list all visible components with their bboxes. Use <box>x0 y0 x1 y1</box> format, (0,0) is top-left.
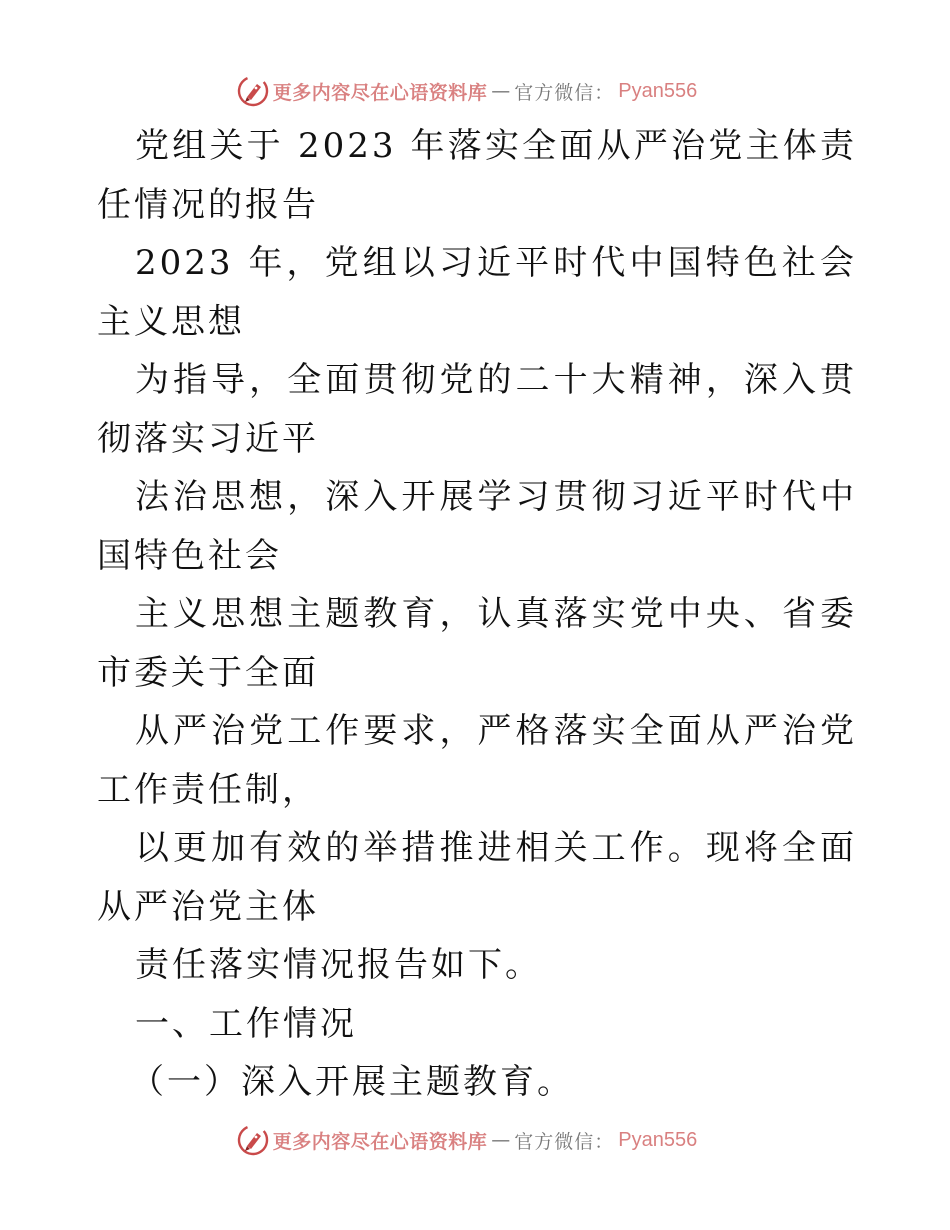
paragraph: 从严治党工作要求，严格落实全面从严治党工作责任制， <box>97 711 857 810</box>
paragraph: 为指导，全面贯彻党的二十大精神，深入贯彻落实习近平 <box>97 360 857 459</box>
watermark-wechat-id: Pyan556 <box>618 1128 698 1151</box>
subsection-heading: （一）深入开展主题教育。 <box>130 1062 574 1102</box>
watermark-site-text: 更多内容尽在心语资料库 <box>272 81 488 104</box>
footer-watermark <box>0 1120 950 1160</box>
watermark-site-text: 更多内容尽在心语资料库 <box>272 1130 488 1153</box>
watermark-wechat-id: Pyan556 <box>618 79 698 102</box>
paragraph: 责任落实情况报告如下。 <box>135 945 542 985</box>
section-heading: 一、工作情况 <box>135 1003 357 1044</box>
watermark-separator: — <box>491 1129 511 1151</box>
pen-nib-logo-icon <box>237 1124 269 1156</box>
watermark-separator: — <box>491 80 511 102</box>
watermark-wechat-label: 官方微信： <box>514 81 615 104</box>
watermark-wechat-label: 官方微信： <box>514 1130 615 1153</box>
pen-nib-logo-icon <box>237 75 269 107</box>
paragraph: 2023 年，党组以习近平时代中国特色社会主义思想 <box>97 243 857 342</box>
paragraph: 主义思想主题教育，认真落实党中央、省委市委关于全面 <box>97 594 857 693</box>
watermark-content <box>237 1124 698 1156</box>
paragraph: 以更加有效的举措推进相关工作。现将全面从严治党主体 <box>97 828 857 927</box>
document-body <box>97 117 857 1112</box>
header-watermark <box>0 71 950 111</box>
paragraph: 法治思想，深入开展学习贯彻习近平时代中国特色社会 <box>97 477 857 576</box>
document-title: 党组关于 2023 年落实全面从严治党主体责任情况的报告 <box>97 126 857 225</box>
watermark-content <box>237 75 698 107</box>
